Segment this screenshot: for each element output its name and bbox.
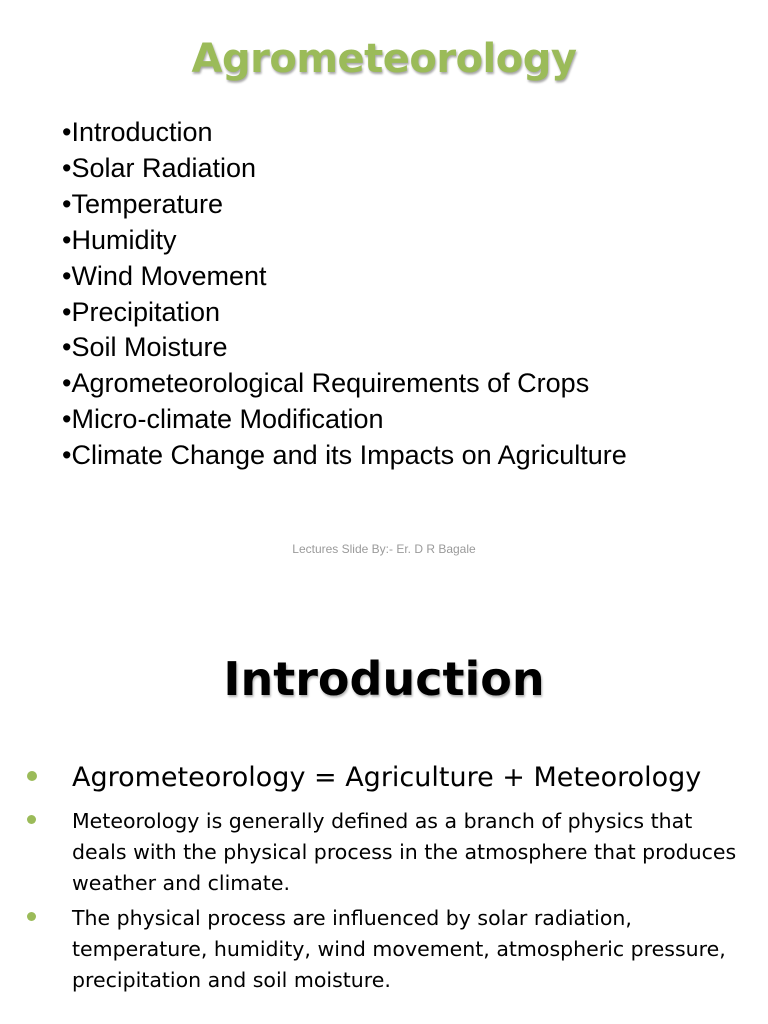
slide-1-title: Agrometeorology <box>191 36 577 82</box>
bullet-text: Agrometeorology = Agriculture + Meteorology <box>72 762 702 793</box>
slide-credit: Lectures Slide By:- Er. D R Bagale <box>292 542 476 556</box>
topic-list <box>62 115 627 474</box>
topic-item: •Humidity <box>62 224 177 255</box>
topic-item: •Precipitation <box>62 296 221 327</box>
bullet-text: Meteorology is generally defined as a branch of physics that deals with the physical process in the atmosphere that produces weather and climate. <box>72 809 737 895</box>
topic-item: •Climate Change and its Impacts on Agriculture <box>62 440 627 471</box>
topic-item: •Solar Radiation <box>62 152 257 183</box>
bullet-item <box>22 903 752 996</box>
bullet-item <box>22 806 752 899</box>
bullet-dot-icon <box>27 815 36 824</box>
bullet-list <box>22 758 752 1000</box>
bullet-text: The physical process are influenced by solar radiation, temperature, humidity, wind movement, atmospheric pressure, precipitation and soil moisture. <box>72 906 726 992</box>
topic-item: •Soil Moisture <box>62 332 228 363</box>
topic-item: •Introduction <box>62 117 213 147</box>
topic-item: •Agrometeorological Requirements of Crops <box>62 368 590 399</box>
bullet-dot-icon <box>27 771 37 781</box>
topic-item: •Temperature <box>62 188 224 219</box>
slide-2-title: Introduction <box>223 652 545 706</box>
bullet-item <box>22 758 752 798</box>
topic-item: •Micro-climate Modification <box>62 404 384 435</box>
slide-2 <box>0 590 768 1024</box>
topic-item: •Wind Movement <box>62 260 267 291</box>
bullet-dot-icon <box>27 912 36 921</box>
